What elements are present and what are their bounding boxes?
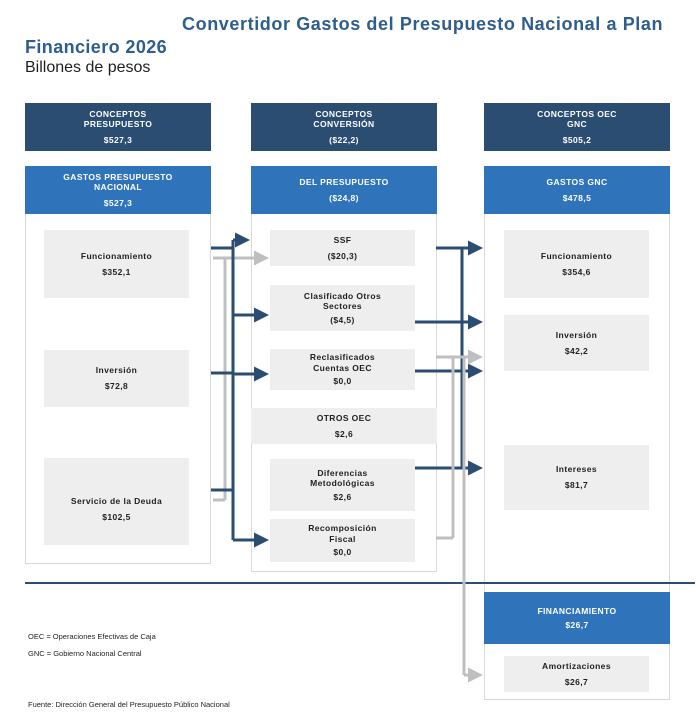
conversion-item-value: ($20,3): [327, 250, 358, 261]
gnc-financiamiento-value: $26,7: [565, 619, 589, 630]
conversion-item-value: ($4,5): [330, 314, 355, 325]
gnc-header-label: CONCEPTOS OEC GNC: [537, 108, 617, 130]
presupuesto-item-value: $352,1: [102, 266, 131, 277]
gnc-subheader-value: $478,5: [562, 192, 592, 203]
gnc-item-value: $81,7: [564, 480, 589, 490]
presupuesto-subheader-value: $527,3: [103, 197, 133, 208]
presupuesto-subheader-label: GASTOS PRESUPUESTO NACIONAL: [63, 171, 173, 193]
conversion-item-value: $0,0: [333, 547, 352, 558]
gnc-amortizaciones-value: $26,7: [564, 676, 589, 687]
gnc-item-value: $354,6: [562, 266, 591, 277]
conversion-item-label: Reclasificados Cuentas OEC: [309, 352, 376, 373]
conversion-subheader-value: ($24,8): [329, 192, 359, 203]
presupuesto-item-value: $72,8: [104, 381, 129, 391]
conversion-item-value: $0,0: [333, 376, 352, 387]
page-subtitle: Billones de pesos: [25, 59, 151, 76]
note-gnc: GNC = Gobierno Nacional Central: [28, 649, 142, 658]
note-oec: OEC = Operaciones Efectivas de Caja: [28, 632, 156, 641]
arrow-light-to-ssf: [213, 258, 266, 500]
conversion-subheader-label: DEL PRESUPUESTO: [299, 176, 389, 187]
conversion-item-label: Clasificado Otros Sectores: [303, 290, 382, 312]
presupuesto-item-value: $102,5: [102, 512, 131, 522]
arrow-dark-presupuesto-trunk: [211, 240, 266, 540]
gnc-item-label: Inversión: [555, 329, 598, 340]
conversion-item-label: SSF: [333, 234, 352, 245]
page-title-line2: Financiero 2026: [25, 37, 168, 57]
note-source: Fuente: Dirección General del Presupuesto Público Nacional: [28, 700, 230, 709]
gnc-subheader-label: GASTOS GNC: [546, 176, 608, 187]
gnc-amortizaciones-label: Amortizaciones: [542, 660, 611, 671]
gnc-item-label: Intereses: [556, 464, 597, 475]
conversion-item-label: Diferencias Metodológicas: [310, 467, 375, 489]
gnc-item-value: $42,2: [564, 345, 589, 356]
arrow-light-to-financiamiento: [436, 357, 480, 675]
conversion-header-value: ($22,2): [329, 134, 359, 145]
conversion-otros-value: $2,6: [334, 428, 354, 439]
presupuesto-item-label: Funcionamiento: [80, 250, 153, 261]
conversion-header-label: CONCEPTOS CONVERSIÓN: [313, 108, 375, 130]
presupuesto-item-label: Servicio de la Deuda: [70, 496, 163, 507]
gnc-item-label: Funcionamiento: [540, 250, 613, 261]
gnc-header-value: $505,2: [562, 134, 592, 145]
presupuesto-item-label: Inversión: [95, 365, 138, 376]
conversion-item-label: Recomposición Fiscal: [308, 523, 377, 544]
presupuesto-header-value: $527,3: [103, 134, 133, 145]
page-title-line1: Convertidor Gastos del Presupuesto Nacional a Plan: [182, 14, 664, 34]
conversion-otros-label: OTROS OEC: [316, 412, 372, 423]
conversion-item-value: $2,6: [333, 491, 352, 502]
gnc-financiamiento-label: FINANCIAMIENTO: [537, 605, 617, 616]
presupuesto-header-label: CONCEPTOS PRESUPUESTO: [83, 108, 153, 130]
